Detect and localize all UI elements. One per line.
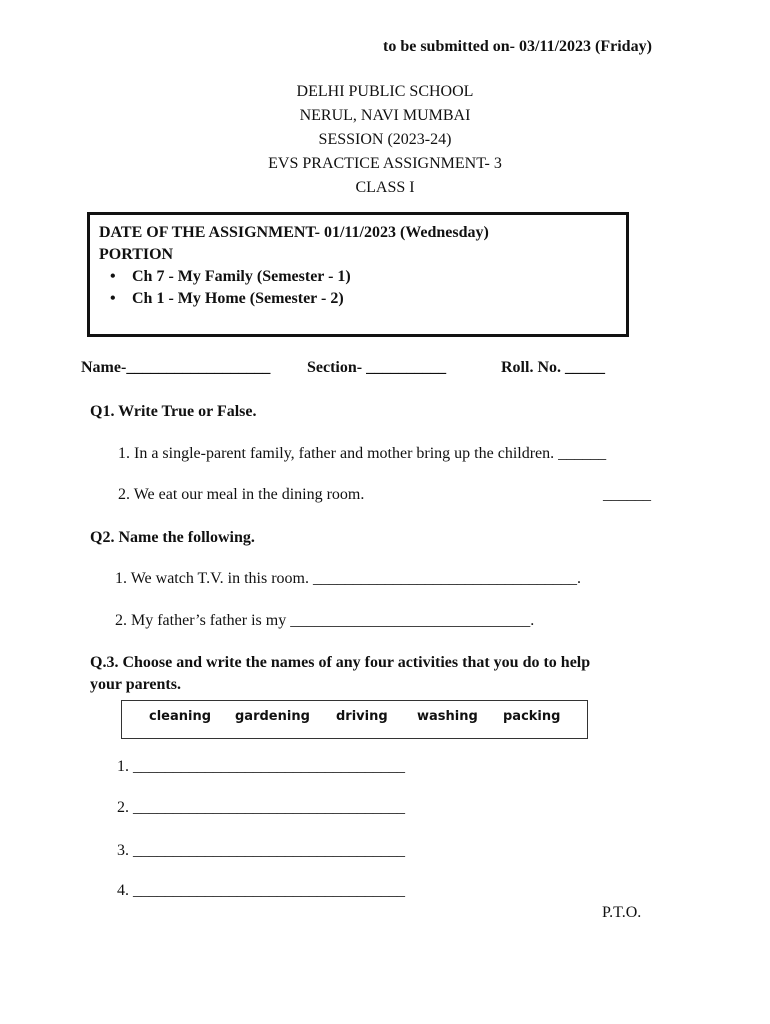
q1-item-2-blank[interactable]: ______: [603, 486, 651, 503]
assignment-date: DATE OF THE ASSIGNMENT- 01/11/2023 (Wednesday): [99, 224, 489, 241]
school-location: NERUL, NAVI MUMBAI: [299, 107, 471, 124]
q1-item-2: 2. We eat our meal in the dining room.: [118, 486, 365, 503]
q2-item-1: 1. We watch T.V. in this room. _________________________________.: [115, 570, 581, 587]
portion-label: PORTION: [99, 246, 174, 263]
q3-title-line-2: your parents.: [90, 676, 181, 693]
portion-list: [102, 268, 351, 312]
word-bank-item: gardening: [235, 709, 310, 724]
q3-title-line-1: Q.3. Choose and write the names of any four activities that you do to help: [90, 654, 591, 671]
q1-item-1: 1. In a single-parent family, father and mother bring up the children. ______: [118, 445, 607, 462]
submission-note: to be submitted on- 03/11/2023 (Friday): [383, 38, 652, 55]
q3-answer-line[interactable]: 2. __________________________________: [117, 799, 405, 816]
q2-title: Q2. Name the following.: [90, 529, 255, 546]
q3-answer-line[interactable]: 4. __________________________________: [117, 882, 405, 899]
assignment-title: EVS PRACTICE ASSIGNMENT- 3: [268, 155, 502, 172]
q2-item-2: 2. My father’s father is my ______________________________.: [115, 612, 535, 629]
session-title: SESSION (2023-24): [318, 131, 452, 148]
school-name: DELHI PUBLIC SCHOOL: [296, 83, 474, 100]
pto-label: P.T.O.: [602, 904, 642, 921]
q3-answer-line[interactable]: 3. __________________________________: [117, 842, 405, 859]
roll-number-field[interactable]: Roll. No. _____: [501, 359, 605, 376]
q3-answer-line[interactable]: 1. __________________________________: [117, 758, 405, 775]
word-bank-item: cleaning: [149, 709, 212, 724]
q1-title: Q1. Write True or False.: [90, 403, 257, 420]
portion-item: • Ch 1 - My Home (Semester - 2): [132, 290, 351, 312]
word-bank-box: [121, 700, 588, 739]
section-field[interactable]: Section- __________: [307, 359, 447, 376]
word-bank-item: driving: [336, 709, 388, 724]
word-bank-item: packing: [503, 709, 561, 724]
assignment-info-box: [87, 212, 629, 337]
word-bank-item: washing: [417, 709, 478, 724]
portion-item: • Ch 7 - My Family (Semester - 1): [132, 268, 351, 290]
name-field[interactable]: Name-__________________: [81, 359, 271, 376]
class-title: CLASS I: [355, 179, 415, 196]
